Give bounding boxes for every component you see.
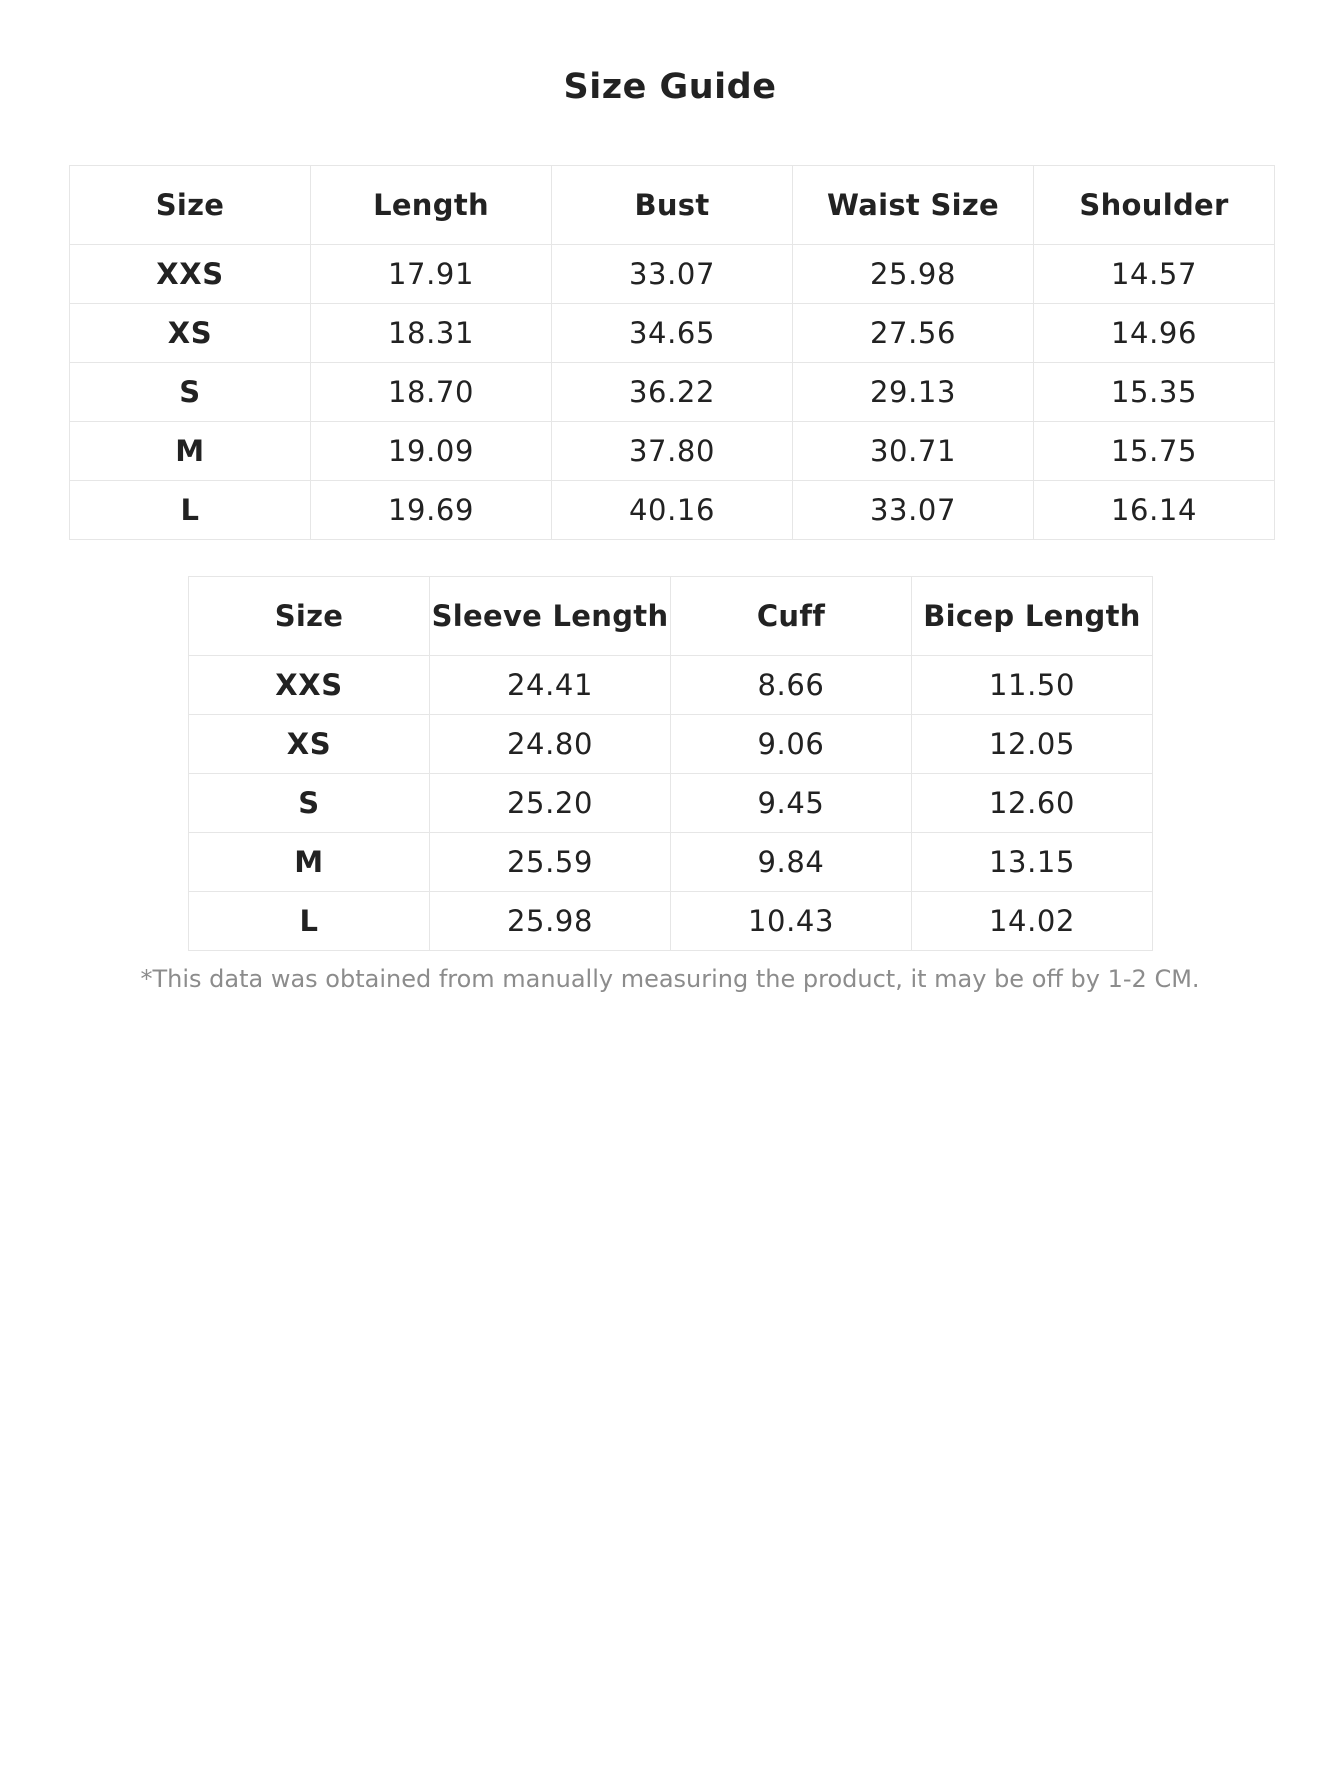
column-header-length: Length: [311, 166, 552, 245]
table-row: [70, 481, 1275, 540]
size-label: S: [70, 363, 311, 422]
table-cell: 18.70: [311, 363, 552, 422]
table-cell: 10.43: [671, 892, 912, 951]
table-cell: 25.98: [793, 245, 1034, 304]
size-label: L: [189, 892, 430, 951]
table-cell: 16.14: [1034, 481, 1275, 540]
column-header-sleeve-length: Sleeve Length: [430, 577, 671, 656]
table-cell: 14.02: [912, 892, 1153, 951]
table-header-row: [189, 577, 1153, 656]
measurement-disclaimer: *This data was obtained from manually measuring the product, it may be off by 1-2 CM.: [140, 965, 1200, 993]
table-cell: 12.60: [912, 774, 1153, 833]
table-cell: 17.91: [311, 245, 552, 304]
table-row: [70, 245, 1275, 304]
table-cell: 11.50: [912, 656, 1153, 715]
table-cell: 30.71: [793, 422, 1034, 481]
size-label: M: [189, 833, 430, 892]
table-row: [189, 833, 1153, 892]
column-header-size: Size: [189, 577, 430, 656]
page-title: Size Guide: [563, 67, 777, 107]
table-cell: 33.07: [552, 245, 793, 304]
table-row: [70, 363, 1275, 422]
table-cell: 13.15: [912, 833, 1153, 892]
column-header-cuff: Cuff: [671, 577, 912, 656]
table-row: [70, 422, 1275, 481]
table-header-row: [70, 166, 1275, 245]
size-label: XXS: [189, 656, 430, 715]
size-label: XS: [189, 715, 430, 774]
table-cell: 9.06: [671, 715, 912, 774]
size-label: XXS: [70, 245, 311, 304]
table-cell: 25.59: [430, 833, 671, 892]
table-cell: 34.65: [552, 304, 793, 363]
table-cell: 24.80: [430, 715, 671, 774]
table-cell: 19.69: [311, 481, 552, 540]
table-cell: 15.35: [1034, 363, 1275, 422]
table-cell: 25.20: [430, 774, 671, 833]
table-cell: 14.96: [1034, 304, 1275, 363]
table-row: [189, 656, 1153, 715]
table-cell: 8.66: [671, 656, 912, 715]
table-cell: 12.05: [912, 715, 1153, 774]
table-row: [189, 774, 1153, 833]
table-cell: 25.98: [430, 892, 671, 951]
table-cell: 37.80: [552, 422, 793, 481]
size-label: L: [70, 481, 311, 540]
table-row: [70, 304, 1275, 363]
column-header-waist-size: Waist Size: [793, 166, 1034, 245]
size-label: M: [70, 422, 311, 481]
table-cell: 9.84: [671, 833, 912, 892]
table-cell: 29.13: [793, 363, 1034, 422]
table-cell: 33.07: [793, 481, 1034, 540]
column-header-bust: Bust: [552, 166, 793, 245]
column-header-shoulder: Shoulder: [1034, 166, 1275, 245]
table-cell: 15.75: [1034, 422, 1275, 481]
column-header-size: Size: [70, 166, 311, 245]
table-cell: 14.57: [1034, 245, 1275, 304]
sleeve-measurements-table: [188, 576, 1153, 951]
table-cell: 24.41: [430, 656, 671, 715]
table-cell: 19.09: [311, 422, 552, 481]
column-header-bicep-length: Bicep Length: [912, 577, 1153, 656]
table-cell: 9.45: [671, 774, 912, 833]
size-label: XS: [70, 304, 311, 363]
table-cell: 40.16: [552, 481, 793, 540]
table-row: [189, 892, 1153, 951]
size-label: S: [189, 774, 430, 833]
body-measurements-table: [69, 165, 1275, 540]
table-cell: 27.56: [793, 304, 1034, 363]
table-row: [189, 715, 1153, 774]
table-cell: 18.31: [311, 304, 552, 363]
table-cell: 36.22: [552, 363, 793, 422]
